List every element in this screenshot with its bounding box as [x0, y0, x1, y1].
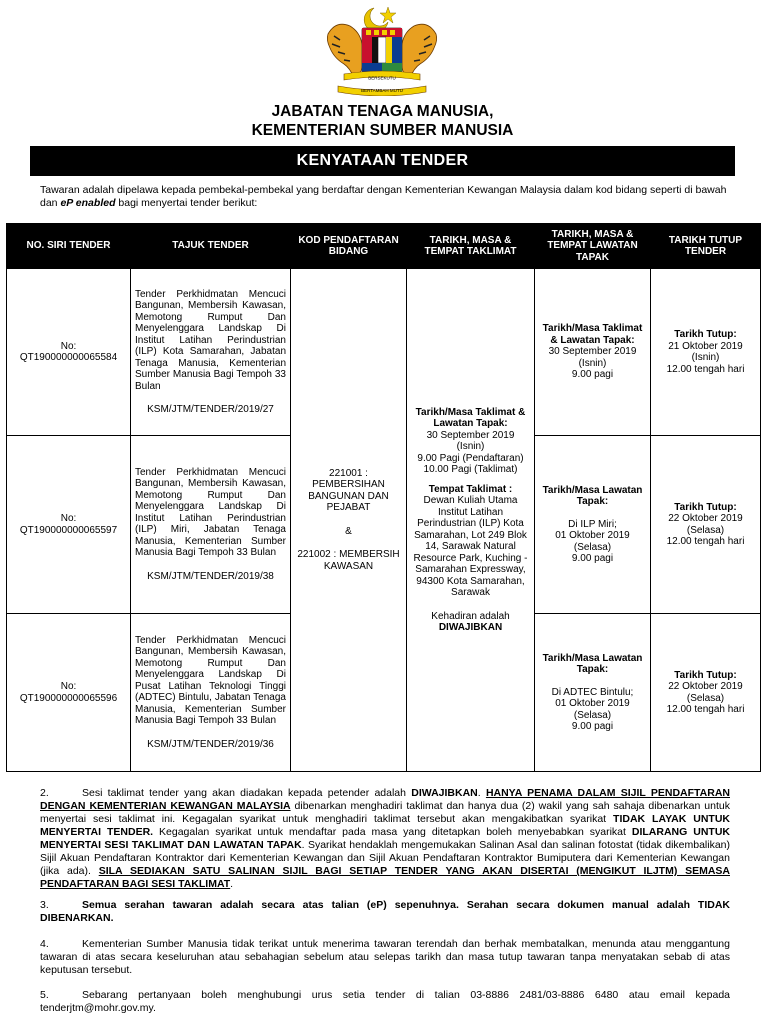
briefing-place-label: Tempat Taklimat :	[428, 483, 513, 495]
intro-italic: eP enabled	[60, 197, 116, 209]
closing-day: (Selasa)	[686, 524, 725, 536]
page-title-banner: KENYATAAN TENDER	[30, 146, 735, 176]
tender-title: Tender Perkhidmatan Mencuci Bangunan, Membersih Kawasan, Memotong Rumput Dan Menyelenggara Landskap Di Pusat Latihan Teknologi Tinggi (ADTEC) Bintulu, Jabatan Tenaga Manusia, Kementerian Sumber Manusia Bagi Tempoh 33 Bulan	[135, 634, 286, 727]
note-text: Sebarang pertanyaan boleh menghubungi urus setia tender di talian 03-8886 2481/03-8886 6480 atau email kepada tenderjtm@mohr.gov.my.	[40, 989, 730, 1014]
site-visit-label: Tarikh/Masa Lawatan Tapak:	[542, 484, 643, 507]
note-bold: TIDAK LAYAK UNTUK MENYERTAI TENDER.	[40, 813, 730, 838]
briefing-time-session: 10.00 Pagi (Taklimat)	[423, 464, 518, 475]
site-visit-place: Di ADTEC Bintulu;	[551, 686, 634, 698]
closing-time: 12.00 tengah hari	[666, 536, 745, 547]
note-text: . Syarikat hendaklah mengemukakan Salinan Asal dan salinan fotostat (tidak dikembalikan) Sijil Akuan Pendaftaran Kontraktor dari Kementerian Kewangan dan Sijil Akuan Pendaftaran Kontraktor Bumiputera dari Kementerian Kewangan (jika ada).	[40, 839, 731, 877]
briefing-cell	[407, 269, 535, 772]
attendance-note: Kehadiran adalah	[431, 610, 510, 622]
briefing-time-registration: 9.00 Pagi (Pendaftaran)	[417, 452, 524, 464]
table-row	[7, 269, 761, 436]
note-bold: DIWAJIBKAN	[411, 787, 478, 799]
site-visit-date: 01 Oktober 2019	[555, 530, 630, 541]
tender-serial: No: QT190000000065596	[7, 614, 131, 772]
intro-paragraph	[40, 184, 730, 210]
closing-date: 21 Oktober 2019	[668, 340, 743, 352]
tender-title: Tender Perkhidmatan Mencuci Bangunan, Membersih Kawasan, Memotong Rumput Dan Menyelenggara Landskap Di Institut Latihan Perindustrian (ILP) Miri, Jabatan Tenaga Manusia, Kementerian Sumber Manusia Bagi Tempoh 33 Bulan	[135, 466, 286, 559]
site-visit-time: 9.00 pagi	[571, 721, 614, 732]
note-text: Sesi taklimat tender yang akan diadakan kepada petender adalah	[82, 787, 412, 799]
closing-day: (Selasa)	[686, 692, 725, 704]
tender-serial: No: QT190000000065597	[7, 436, 131, 614]
code-pembersihan: 221001 : PEMBERSIHAN BANGUNAN DAN PEJABAT	[308, 467, 389, 514]
note-bold: DILARANG UNTUK MENYERTAI SESI TAKLIMAT DAN LAWATAN TAPAK	[40, 826, 730, 851]
closing-cell	[651, 269, 761, 436]
note-5	[40, 989, 730, 1015]
site-visit-day: (Isnin)	[578, 357, 607, 369]
closing-label: Tarikh Tutup:	[674, 501, 737, 513]
attendance-required: DIWAJIBKAN	[438, 622, 503, 633]
note-text: Kegagalan syarikat untuk mendaftar pada masa yang ditetapkan boleh menyebabkan syarikat	[153, 826, 632, 838]
table-header-row	[7, 224, 761, 269]
tender-table	[6, 223, 761, 772]
site-visit-label: Tarikh/Masa Taklimat & Lawatan Tapak:	[542, 323, 643, 346]
code-ampersand: &	[345, 525, 352, 537]
site-visit-cell	[535, 269, 651, 436]
code-membersih: 221002 : MEMBERSIH KAWASAN	[297, 549, 400, 572]
header-siri: NO. SIRI TENDER	[7, 224, 131, 269]
site-visit-cell	[535, 436, 651, 614]
note-number: 3.	[40, 899, 49, 911]
note-text: Kementerian Sumber Manusia tidak terikat untuk menerima tawaran terendah dan berhak membatalkan, menunda atau menggantung tawaran di atas secara keseluruhan atau sebahagian sebelum atau selepas tarikh dan masa tutup tawaran tanpa menyatakan sebab di atas keputusan tersebut.	[40, 938, 730, 976]
header-tajuk: TAJUK TENDER	[131, 224, 291, 269]
tender-title-cell	[131, 436, 291, 614]
note-text: .	[477, 787, 486, 799]
header-taklimat: TARIKH, MASA & TEMPAT TAKLIMAT	[407, 224, 535, 269]
tender-title-cell	[131, 614, 291, 772]
briefing-label: Tarikh/Masa Taklimat & Lawatan Tapak:	[415, 406, 526, 429]
site-visit-date: 30 September 2019	[548, 346, 637, 358]
closing-date: 22 Oktober 2019	[668, 681, 743, 692]
header-tutup: TARIKH TUTUP TENDER	[651, 224, 761, 269]
note-bold-underline: SILA SEDIAKAN SATU SALINAN SIJIL BAGI SETIAP TENDER YANG AKAN DISERTAI (MENGIKUT ILJTM) SEMASA PENDAFTARAN BAGI SESI TAKLIMAT	[40, 865, 730, 890]
briefing-place: Dewan Kuliah Utama Institut Latihan Perindustrian (ILP) Kota Samarahan, Lot 249 Blok 14, Sarawak Natural Resource Park, Kuching - Samarahan Expressway, 94300 Kota Samarahan, Sarawak	[413, 495, 528, 598]
note-4	[40, 938, 730, 977]
malaysia-coat-of-arms-icon	[316, 4, 448, 96]
closing-cell	[651, 436, 761, 614]
closing-label: Tarikh Tutup:	[674, 669, 737, 681]
crest-motto-top: BERSEKUTU	[368, 75, 396, 81]
site-visit-cell	[535, 614, 651, 772]
note-bold-underline: HANYA PENAMA DALAM SIJIL PENDAFTARAN DENGAN KEMENTERIAN KEWANGAN MALAYSIA	[40, 787, 730, 812]
site-visit-place: Di ILP Miri;	[568, 518, 617, 530]
briefing-date: 30 September 2019	[426, 429, 515, 441]
note-text: .	[230, 878, 234, 890]
tender-reference: KSM/JTM/TENDER/2019/36	[147, 738, 274, 750]
tender-title-cell	[131, 269, 291, 436]
note-number: 4.	[40, 938, 49, 950]
closing-time: 12.00 tengah hari	[666, 363, 745, 375]
header-lawatan: TARIKH, MASA & TEMPAT LAWATAN TAPAK	[535, 224, 651, 269]
closing-label: Tarikh Tutup:	[674, 329, 737, 340]
site-visit-day: (Selasa)	[573, 541, 612, 553]
header-kod: KOD PENDAFTARAN BIDANG	[291, 224, 407, 269]
intro-text-1: Tawaran adalah dipelawa kepada pembekal-pembekal yang berdaftar dengan Kementerian Kewangan Malaysia dalam kod bidang seperti di bawah dan	[40, 184, 727, 209]
tender-reference: KSM/JTM/TENDER/2019/38	[147, 570, 274, 582]
site-visit-date: 01 Oktober 2019	[555, 698, 630, 709]
closing-date: 22 Oktober 2019	[668, 513, 743, 524]
site-visit-time: 9.00 pagi	[571, 369, 614, 381]
note-3	[40, 899, 730, 925]
closing-cell	[651, 614, 761, 772]
org-name-line1: JABATAN TENAGA MANUSIA,	[271, 103, 494, 120]
registration-code-cell	[291, 269, 407, 772]
crest-motto-bottom: BERTAMBAH MUTU	[361, 88, 403, 93]
closing-day: (Isnin)	[691, 352, 720, 363]
note-bold: Semua serahan tawaran adalah secara atas talian (eP) sepenuhnya. Serahan secara dokumen manual adalah TIDAK DIBENARKAN.	[40, 899, 730, 924]
tender-serial: No: QT190000000065584	[7, 269, 131, 436]
note-text: dibenarkan menghadiri taklimat dan hanya dua (2) wakil yang sah sahaja dibenarkan untuk menyertai sesi taklimat ini. Kegagalan syarikat untuk menghadiri taklimat tersebut akan mengakibatkan syarikat	[40, 800, 730, 825]
briefing-day: (Isnin)	[456, 441, 485, 452]
closing-time: 12.00 tengah hari	[666, 704, 745, 715]
site-visit-label: Tarikh/Masa Lawatan Tapak:	[542, 652, 643, 675]
org-name-line2: KEMENTERIAN SUMBER MANUSIA	[251, 122, 514, 139]
note-2	[40, 787, 730, 891]
tender-reference: KSM/JTM/TENDER/2019/27	[147, 404, 274, 415]
tender-title: Tender Perkhidmatan Mencuci Bangunan, Membersih Kawasan, Memotong Rumput Dan Menyelenggara Landskap Di Institut Latihan Perindustrian (ILP) Kota Samarahan, Jabatan Tenaga Manusia, Kementerian Sumber Manusia Bagi Tempoh 33 Bulan	[135, 288, 286, 392]
note-number: 2.	[40, 787, 49, 799]
site-visit-time: 9.00 pagi	[571, 553, 614, 564]
intro-text-2: bagi menyertai tender berikut:	[115, 197, 258, 209]
note-number: 5.	[40, 989, 49, 1001]
site-visit-day: (Selasa)	[573, 709, 612, 721]
